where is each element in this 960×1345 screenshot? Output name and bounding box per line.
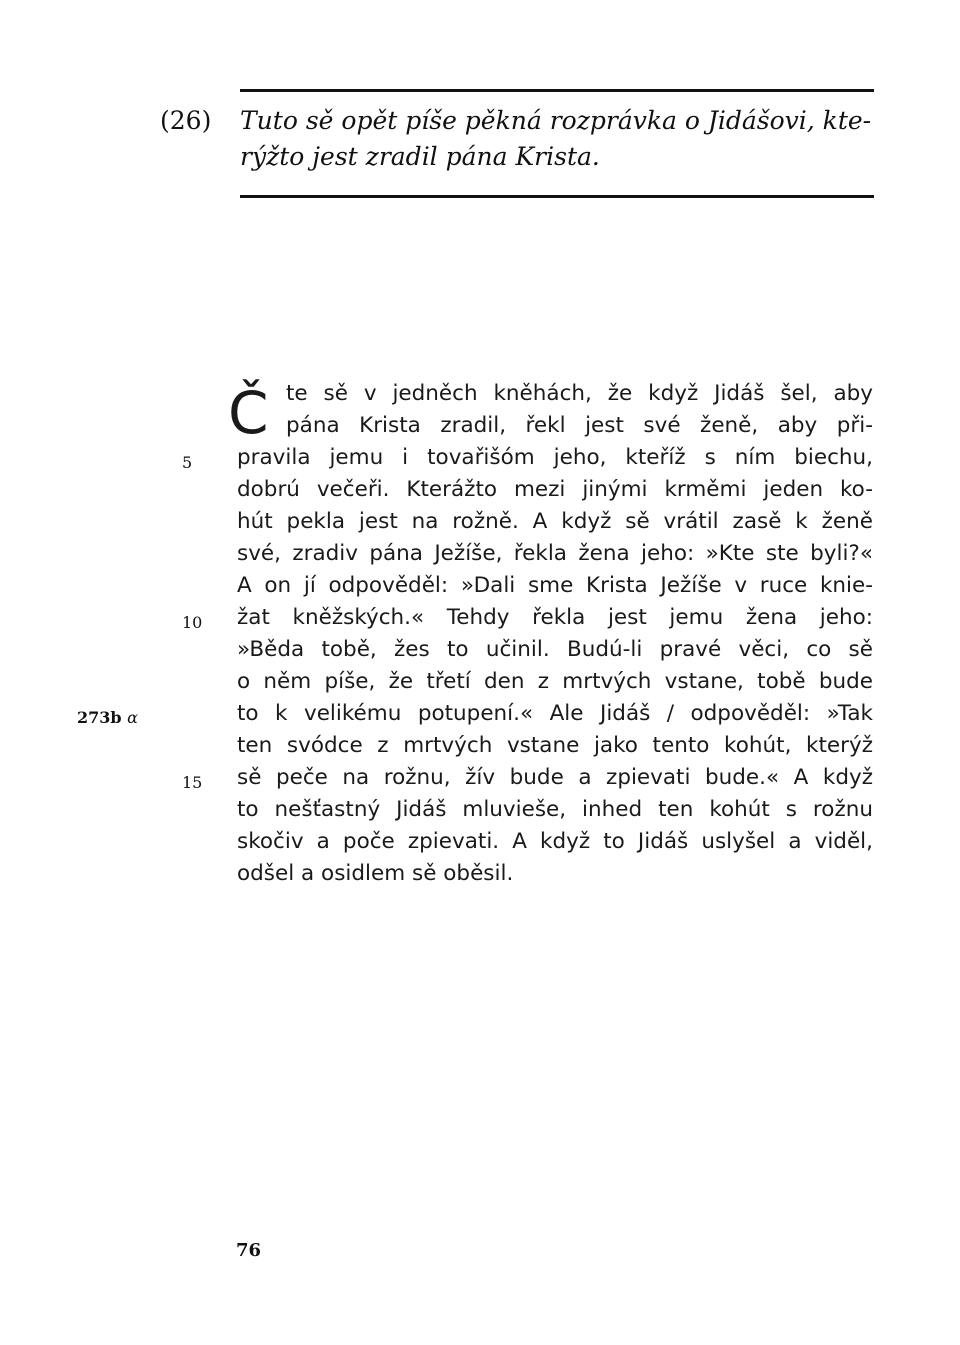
line-number-10: 10 [182,613,203,632]
body-line-11: to k velikému potupení.« Ale Jidáš / odpověděl: »Tak [237,701,873,726]
line-number-5: 5 [182,453,193,472]
body-line-15: skočiv a poče zpievati. A když to Jidáš uslyšel a viděl, [237,829,873,854]
body-line-8: žat kněžských.« Tehdy řekla jest jemu žena jeho: [237,605,873,630]
body-line-5: hút pekla jest na rožně. A když sě vrátil zasě k ženě [237,509,873,534]
body-line-9: »Běda tobě, žes to učinil. Budú-li pravé věci, co sě [237,637,873,662]
folio-number: 273b [77,708,122,727]
body-line-16: odšel a osidlem sě oběsil. [237,861,514,886]
body-line-3: pravila jemu i tovařišóm jeho, kteříž s ním biechu, [237,445,873,470]
folio-side: α [127,708,138,727]
body-line-4: dobrú večeři. Kterážto mezi jinými krměmi jeden ko- [237,477,873,502]
page-number: 76 [236,1240,262,1261]
chapter-number: (26) [160,106,212,135]
body-line-10: o něm píše, že třetí den z mrtvých vstane, tobě bude [237,669,873,694]
line-number-15: 15 [182,773,203,792]
folio-margin-note [77,708,138,727]
drop-cap: Č [228,379,269,447]
bottom-rule [240,195,874,198]
body-line-13: sě peče na rožnu, žív bude a zpievati bude.« A když [237,765,873,790]
top-rule [240,89,874,92]
heading-line-2: rýžto jest zradil pána Krista. [240,142,600,171]
heading-line-1: Tuto sě opět píše pěkná rozprávka o Jidášovi, kte- [240,106,872,135]
body-line-6: své, zradiv pána Ježíše, řekla žena jeho: »Kte ste byli?« [237,541,873,566]
body-line-7: A on jí odpověděl: »Dali sme Krista Ježíše v ruce knie- [237,573,873,598]
body-line-1: te sě v jedněch kněhách, že když Jidáš šel, aby [286,381,873,406]
body-line-14: to nešťastný Jidáš mluvieše, inhed ten kohút s rožnu [237,797,873,822]
body-line-2: pána Krista zradil, řekl jest své ženě, aby při- [286,413,873,438]
body-line-12: ten svódce z mrtvých vstane jako tento kohút, kterýž [237,733,873,758]
